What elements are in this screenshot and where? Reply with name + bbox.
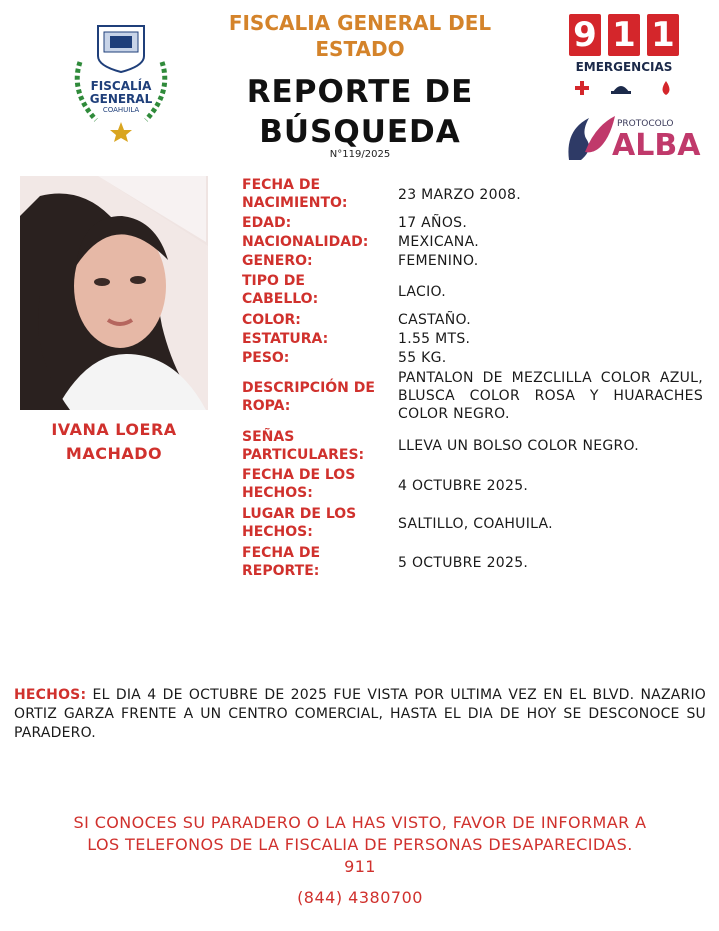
clothing-label-line1: DESCRIPCIÓN DE — [242, 380, 375, 396]
report-title-line1: REPORTE DE — [246, 74, 474, 110]
events-date-label — [242, 466, 392, 502]
hair-type-label-line1: TIPO DE — [242, 273, 305, 289]
marks-label-line2: PARTICULARES: — [242, 447, 365, 463]
events-date-value: 4 OCTUBRE 2025. — [398, 478, 529, 494]
gender-label: GENERO: — [242, 253, 313, 269]
red-cross-icon — [575, 81, 589, 95]
events-place-label-line1: LUGAR DE LOS — [242, 506, 357, 522]
height-label: ESTATURA: — [242, 331, 329, 347]
clothing-label — [242, 379, 392, 415]
height-value: 1.55 MTS. — [398, 331, 471, 347]
agency-title-line2: ESTADO — [315, 37, 405, 61]
weight-value: 55 KG. — [398, 350, 447, 366]
fiscalia-logo-line2: GENERAL — [89, 92, 153, 106]
hair-type-label — [242, 272, 392, 308]
clothing-value: PANTALON DE MEZCLILLA COLOR AZUL, BLUSCA COLOR ROSA Y HUARACHES COLOR NEGRO. — [398, 370, 703, 422]
age-value: 17 AÑOS. — [398, 215, 468, 231]
alba-protocol-label: PROTOCOLO — [617, 119, 674, 129]
events-place-label-line2: HECHOS: — [242, 524, 313, 540]
emergency-digit-3: 1 — [647, 14, 679, 56]
marks-label — [242, 428, 392, 464]
report-title-line2: BÚSQUEDA — [259, 114, 461, 150]
report-title — [200, 72, 520, 152]
facts-text: EL DIA 4 DE OCTUBRE DE 2025 FUE VISTA POR ULTIMA VEZ EN EL BLVD. NAZARIO ORTIZ GARZA FRENTE A UN CENTRO COMERCIAL, HASTA EL DIA DE HOY SE DESCONOCE SU PARADERO. — [14, 687, 706, 741]
contact-phone: (844) 4380700 — [297, 888, 423, 907]
alba-name: ALBA — [612, 128, 701, 163]
marks-label-line1: SEÑAS — [242, 429, 295, 445]
hair-type-value: LACIO. — [398, 284, 447, 300]
report-date-label-line2: REPORTE: — [242, 563, 320, 579]
marks-value: LLEVA UN BOLSO COLOR NEGRO. — [398, 438, 640, 454]
clothing-label-line2: ROPA: — [242, 398, 291, 414]
events-place-label — [242, 505, 392, 541]
missing-person-photo — [20, 176, 208, 410]
report-number: N°119/2025 — [329, 149, 391, 160]
events-place-value: SALTILLO, COAHUILA. — [398, 516, 553, 532]
fiscalia-logo-text — [66, 80, 176, 106]
emergency-icons — [567, 78, 681, 98]
events-date-label-line2: HECHOS: — [242, 485, 313, 501]
report-date-label — [242, 544, 392, 580]
appeal-emergency-number: 911 — [344, 857, 376, 876]
appeal-line2: LOS TELEFONOS DE LA FISCALIA DE PERSONAS DESAPARECIDAS. — [87, 835, 633, 854]
events-date-label-line1: FECHA DE LOS — [242, 467, 356, 483]
fire-icon — [663, 81, 670, 95]
hair-color-value: CASTAÑO. — [398, 312, 472, 328]
appeal-message — [14, 812, 706, 878]
emergency-digit-1: 9 — [569, 14, 601, 56]
alba-protocol-logo — [563, 112, 619, 168]
agency-title-line1: FISCALIA GENERAL DEL — [228, 11, 492, 35]
weight-label: PESO: — [242, 350, 290, 366]
birth-date-label-line2: NACIMIENTO: — [242, 195, 348, 211]
person-name-line2: MACHADO — [65, 444, 163, 463]
emergency-label: EMERGENCIAS — [575, 60, 673, 74]
gender-value: FEMENINO. — [398, 253, 479, 269]
birth-date-value: 23 MARZO 2008. — [398, 187, 521, 203]
facts-paragraph — [14, 686, 706, 743]
person-name-line1: IVANA LOERA — [51, 420, 177, 439]
appeal-line1: SI CONOCES SU PARADERO O LA HAS VISTO, FAVOR DE INFORMAR A — [73, 813, 647, 832]
hair-color-label: COLOR: — [242, 312, 301, 328]
person-portrait-icon — [20, 176, 208, 410]
nationality-value: MEXICANA. — [398, 234, 479, 250]
report-date-value: 5 OCTUBRE 2025. — [398, 555, 529, 571]
fiscalia-logo-line1: FISCALÍA — [90, 79, 152, 93]
police-cap-icon — [611, 86, 631, 94]
nationality-label: NACIONALIDAD: — [242, 234, 369, 250]
emergency-digit-2: 1 — [608, 14, 640, 56]
fiscalia-logo-sub: COAHUILA — [102, 106, 140, 114]
facts-label: HECHOS: — [14, 687, 87, 703]
age-label: EDAD: — [242, 215, 292, 231]
agency-title — [200, 10, 520, 62]
birth-date-label — [242, 176, 392, 212]
hair-type-label-line2: CABELLO: — [242, 291, 319, 307]
birth-date-label-line1: FECHA DE — [242, 177, 321, 193]
person-name — [20, 418, 208, 466]
report-date-label-line1: FECHA DE — [242, 545, 321, 561]
